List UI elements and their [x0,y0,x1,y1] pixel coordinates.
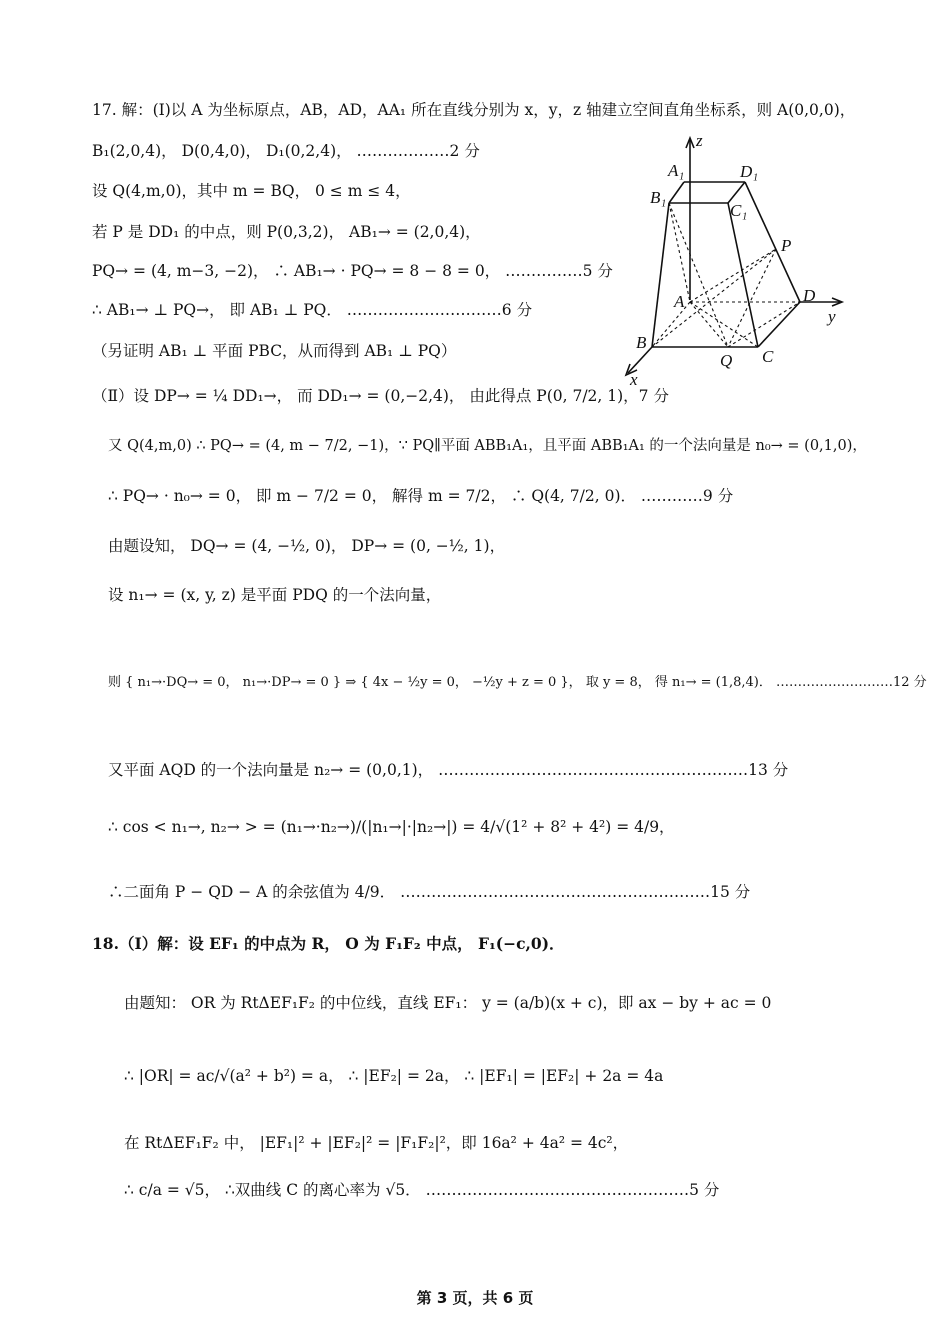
p17-line-12: 设 n₁→ = (x, y, z) 是平面 PDQ 的一个法向量， [108,586,442,604]
label-b1: B₁ [650,188,667,207]
p17-line-2: B₁(2,0,4)， D(0,4,0)， D₁(0,2,4)， ………………2 分 [92,142,480,160]
hidden-a-q [690,302,728,347]
p17-line-11: 由题设知， DQ→ = (4, −½, 0)， DP→ = (0, −½, 1)， [108,537,506,555]
p18-line-2: 由题知： OR 为 RtΔEF₁F₂ 的中位线，直线 EF₁： y = (a/b)(x + c)，即 ax − by + ac = 0 [124,994,772,1012]
p18-line-1: 18.（Ⅰ）解：设 EF₁ 的中点为 R， O 为 F₁F₂ 中点， F₁(−c,0)． [92,934,565,953]
p17-line-7: （另证明 AB₁ ⊥ 平面 PBC，从而得到 AB₁ ⊥ PQ） [92,342,457,360]
p17-line-13: 则 { n₁→·DQ→ = 0， n₁→·DP→ = 0 } ⇒ { 4x − ½y = 0， −½y + z = 0 }， 取 y = 8， 得 n₁→ = (1,8,4)． ………………………12 分 [108,675,927,690]
label-z: z [696,131,703,150]
page-footer: 第 3 页，共 6 页 [416,1289,534,1307]
p17-line-3: 设 Q(4,m,0)，其中 m = BQ， 0 ≤ m ≤ 4， [92,182,411,200]
p17-line-8: （Ⅱ）设 DP→ = ¼ DD₁→， 而 DD₁→ = (0,−2,4)， 由此得点 P(0, 7/2, 1)，7 分 [92,387,669,405]
edge-b1-b [652,203,669,347]
hidden-b1-a [669,203,690,302]
label-q: Q [720,351,733,370]
p17-line-9: 又 Q(4,m,0) ∴ PQ→ = (4, m − 7/2, −1)，∵ PQ∥平面 ABB₁A₁，且平面 ABB₁A₁ 的一个法向量是 n₀→ = (0,1,0)， [108,438,867,454]
label-a1: A₁ [668,161,685,180]
frustum-figure [600,130,850,390]
label-x: x [630,370,638,389]
label-d: D [803,286,816,305]
label-y: y [828,307,836,326]
label-d1: D₁ [740,162,759,181]
p17-line-5: PQ→ = (4, m−3, −2)， ∴ AB₁→ · PQ→ = 8 − 8 = 0， ……………5 分 [92,262,613,280]
label-c1: C₁ [730,201,748,220]
p17-line-4: 若 P 是 DD₁ 的中点，则 P(0,3,2)， AB₁→ = (2,0,4)， [92,223,481,241]
edge-d1-d [745,182,800,302]
p17-line-10: ∴ PQ→ · n₀→ = 0， 即 m − 7/2 = 0， 解得 m = 7/2， ∴ Q(4, 7/2, 0)． …………9 分 [108,487,734,505]
label-a: A [674,292,685,311]
p17-line-1: 17. 解：(Ⅰ)以 A 为坐标原点，AB，AD，AA₁ 所在直线分别为 x，y，z 轴建立空间直角坐标系，则 A(0,0,0)， [92,101,856,119]
p17-line-6: ∴ AB₁→ ⊥ PQ→， 即 AB₁ ⊥ PQ． …………………………6 分 [92,301,533,319]
hidden-a-p [690,249,776,302]
p17-line-16: ∴二面角 P − QD − A 的余弦值为 4/9． ……………………………………………………15 分 [108,883,751,901]
label-p: P [781,236,792,255]
p18-line-5: ∴ c/a = √5， ∴双曲线 C 的离心率为 √5． ……………………………………………5 分 [124,1181,720,1199]
p18-line-3: ∴ |OR| = ac/√(a² + b²) = a， ∴ |EF₂| = 2a， ∴ |EF₁| = |EF₂| + 2a = 4a [124,1067,664,1085]
hidden-p-b [652,249,776,347]
label-c: C [762,347,774,366]
edge-a1-b1 [669,182,684,203]
p17-line-14: 又平面 AQD 的一个法向量是 n₂→ = (0,0,1)， ……………………………………………………13 分 [108,761,789,779]
p18-line-4: 在 RtΔEF₁F₂ 中， |EF₁|² + |EF₂|² = |F₁F₂|²，即 16a² + 4a² = 4c²， [124,1134,629,1152]
label-b: B [636,333,647,352]
p17-line-15: ∴ cos < n₁→, n₂→ > = (n₁→·n₂→)/(|n₁→|·|n₂→|) = 4/√(1² + 8² + 4²) = 4/9， [108,818,675,836]
edge-d1-c1 [728,182,745,203]
hidden-b1-q [669,203,728,347]
